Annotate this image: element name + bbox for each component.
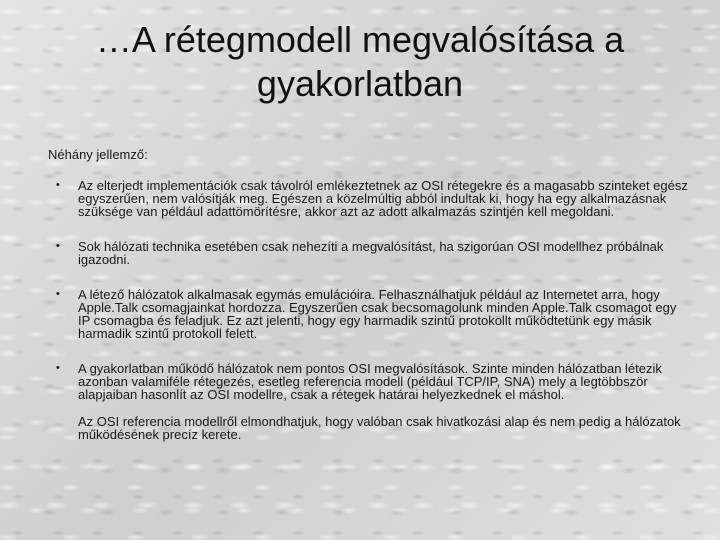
bullet-item: [48, 240, 688, 266]
slide-body: [48, 148, 688, 441]
bullet-icon: •: [56, 288, 60, 300]
intro-text: Néhány jellemző:: [48, 147, 148, 162]
bullet-text: A gyakorlatban működő hálózatok nem pontos OSI megvalósítások. Szinte minden hálózatban létezik azonban valamiféle rétegezés, esetleg referencia modell (például TCP/IP, SNA) mely a legtöbbször alapjaiban hasonlít az OSI modellre, csak a rétegek határai helyezkednek el máshol.: [78, 361, 662, 402]
slide-title-line-2: gyakorlatban: [256, 63, 464, 104]
bullet-text: A létező hálózatok alkalmasak egymás emulációira. Felhasználhatjuk például az Internetet arra, hogy Apple.Talk csomagjainkat hordozza. Egyszerűen csak becsomagolunk minden Apple.Talk csomagot egy IP csomagba és feladjuk. Ez azt jelenti, hogy egy harmadik szintű protokollt működtetünk egy másik harmadik szintű protokoll felett.: [78, 287, 677, 341]
bullet-item: [48, 288, 688, 340]
bullet-icon: •: [56, 240, 60, 252]
closing-text: Az OSI referencia modellről elmondhatjuk, hogy valóban csak hivatkozási alap és nem pedig a hálózatok működésének precíz kerete.: [78, 414, 681, 442]
bullet-item: [48, 179, 688, 218]
slide-title: [20, 18, 700, 106]
bullet-item: [48, 362, 688, 401]
bullet-icon: •: [56, 362, 60, 374]
bullet-text: Sok hálózati technika esetében csak nehezíti a megvalósítást, ha szigorúan OSI modellhez próbálnak igazodni.: [78, 239, 664, 267]
slide-title-line-1: …A rétegmodell megvalósítása a: [95, 19, 625, 60]
bullet-text: Az elterjedt implementációk csak távolról emlékeztetnek az OSI rétegekre és a magasabb szinteket egész egyszerűen, nem valósítják meg. Egészen a közelmúltig abból indultak ki, hogy ha egy alkalmazásnak szüksége van például adattömörítésre, akkor azt az adott alkalmazás szintjén kell megoldani.: [78, 178, 688, 219]
bullet-icon: •: [56, 179, 60, 191]
